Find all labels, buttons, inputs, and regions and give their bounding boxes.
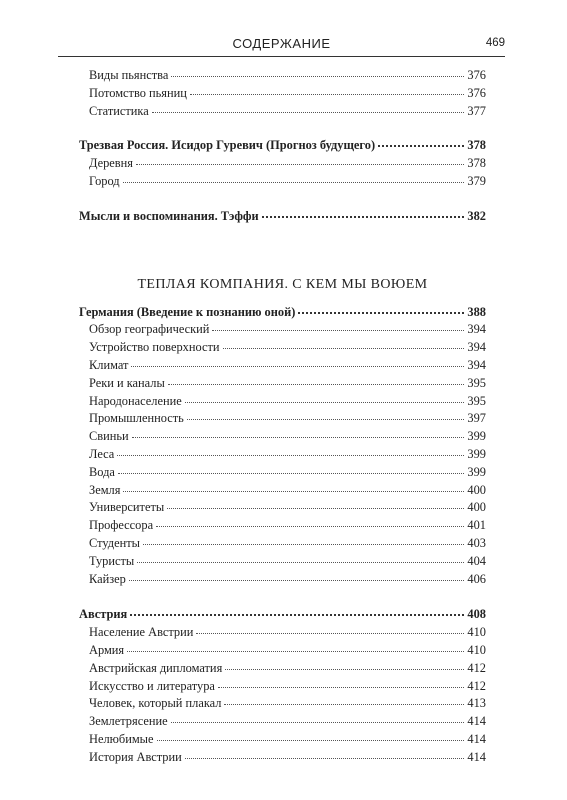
toc-group <box>79 68 486 121</box>
dot-leader <box>378 144 464 147</box>
toc-subentry[interactable] <box>79 429 486 447</box>
dot-leader <box>129 579 465 581</box>
group-spacer <box>79 121 486 138</box>
toc-subentry[interactable] <box>79 500 486 518</box>
dot-leader <box>117 454 464 456</box>
entry-page-number: 399 <box>467 446 486 461</box>
entry-title: История Австрии <box>89 749 182 764</box>
entry-title: Студенты <box>89 535 140 550</box>
dot-leader <box>157 739 465 741</box>
toc-subentry[interactable] <box>79 465 486 483</box>
toc-subentry[interactable] <box>79 68 486 86</box>
dot-leader <box>132 436 465 438</box>
entry-title: Профессора <box>89 518 154 533</box>
entry-page-number: 394 <box>467 357 486 372</box>
toc-group <box>79 305 486 590</box>
dot-leader <box>136 163 464 165</box>
dot-leader <box>223 347 465 349</box>
running-head <box>58 34 505 54</box>
toc-section-groups <box>79 305 486 768</box>
toc-group <box>79 607 486 767</box>
entry-title: Виды пьянства <box>89 68 169 82</box>
dot-leader <box>118 472 464 474</box>
entry-title: Устройство поверхности <box>89 340 220 355</box>
entry-title: Землетрясение <box>89 714 168 729</box>
entry-title: Австрийская дипломатия <box>89 660 223 675</box>
group-spacer <box>79 589 486 607</box>
toc-subentry[interactable] <box>79 104 486 122</box>
entry-page-number: 410 <box>467 625 486 640</box>
entry-page-number: 394 <box>467 322 486 337</box>
entry-page-number: 388 <box>467 304 486 319</box>
toc-chapter-entry[interactable] <box>79 138 486 156</box>
toc-subentry[interactable] <box>79 156 486 174</box>
dot-leader <box>262 215 465 218</box>
dot-leader <box>168 383 465 385</box>
dot-leader <box>224 703 464 705</box>
entry-title: Вода <box>89 464 115 479</box>
dot-leader <box>212 329 464 331</box>
entry-page-number: 382 <box>467 208 486 223</box>
entry-page-number: 376 <box>467 68 486 82</box>
table-of-contents <box>79 68 486 768</box>
toc-subentry[interactable] <box>79 394 486 412</box>
entry-page-number: 395 <box>467 375 486 390</box>
entry-page-number: 403 <box>467 535 486 550</box>
entry-page-number: 412 <box>467 660 486 675</box>
entry-title: Искусство и литература <box>89 678 215 693</box>
entry-page-number: 395 <box>467 393 486 408</box>
dot-leader <box>137 561 464 563</box>
entry-title: Деревня <box>89 156 133 171</box>
entry-page-number: 414 <box>467 714 486 729</box>
header-rule <box>58 56 505 57</box>
running-title: СОДЕРЖАНИЕ <box>232 36 331 51</box>
toc-subentry[interactable] <box>79 572 486 590</box>
dot-leader <box>152 111 465 113</box>
dot-leader <box>196 632 464 634</box>
dot-leader <box>131 365 464 367</box>
entry-page-number: 414 <box>467 731 486 746</box>
toc-group <box>79 209 486 227</box>
dot-leader <box>298 311 464 314</box>
toc-subentry[interactable] <box>79 411 486 429</box>
entry-title: Земля <box>89 482 121 497</box>
toc-subentry[interactable] <box>79 696 486 714</box>
toc-subentry[interactable] <box>79 750 486 768</box>
group-spacer <box>79 192 486 209</box>
toc-subentry[interactable] <box>79 322 486 340</box>
entry-title: Нелюбимые <box>89 731 154 746</box>
dot-leader <box>167 507 464 509</box>
entry-page-number: 412 <box>467 678 486 693</box>
entry-title: Обзор географический <box>89 322 210 337</box>
entry-title: Университеты <box>89 500 165 515</box>
dot-leader <box>156 525 464 527</box>
toc-subentry[interactable] <box>79 174 486 192</box>
dot-leader <box>187 418 465 420</box>
entry-title: Человек, который плакал <box>89 696 222 711</box>
entry-title: Климат <box>89 357 129 372</box>
entry-page-number: 399 <box>467 464 486 479</box>
entry-page-number: 379 <box>467 173 486 188</box>
toc-subentry[interactable] <box>79 732 486 750</box>
toc-chapter-entry[interactable] <box>79 607 486 625</box>
entry-page-number: 401 <box>467 518 486 533</box>
toc-subentry[interactable] <box>79 679 486 697</box>
dot-leader <box>123 490 464 492</box>
entry-title: Австрия <box>79 607 128 622</box>
entry-title: Город <box>89 173 120 188</box>
toc-subentry[interactable] <box>79 447 486 465</box>
dot-leader <box>185 401 465 403</box>
entry-page-number: 414 <box>467 749 486 764</box>
toc-subentry[interactable] <box>79 483 486 501</box>
entry-title: Промышленность <box>89 411 184 426</box>
entry-title: Мысли и воспоминания. Тэффи <box>79 208 259 223</box>
entry-title: Потомство пьяниц <box>89 85 187 100</box>
dot-leader <box>190 93 465 95</box>
toc-subentry[interactable] <box>79 358 486 376</box>
entry-page-number: 399 <box>467 429 486 444</box>
toc-subentry[interactable] <box>79 714 486 732</box>
entry-title: Народонаселение <box>89 393 182 408</box>
entry-page-number: 400 <box>467 482 486 497</box>
entry-page-number: 410 <box>467 642 486 657</box>
toc-subentry[interactable] <box>79 643 486 661</box>
entry-page-number: 377 <box>467 103 486 118</box>
dot-leader <box>185 757 465 759</box>
entry-title: Армия <box>89 642 125 657</box>
entry-page-number: 376 <box>467 85 486 100</box>
entry-page-number: 397 <box>467 411 486 426</box>
toc-subentry[interactable] <box>79 661 486 679</box>
toc-subentry[interactable] <box>79 86 486 104</box>
toc-upper-groups <box>79 68 486 227</box>
entry-page-number: 404 <box>467 553 486 568</box>
entry-title: Кайзер <box>89 571 126 586</box>
section-title: ТЕПЛАЯ КОМПАНИЯ. С КЕМ МЫ ВОЮЕМ <box>137 276 428 292</box>
toc-subentry[interactable] <box>79 536 486 554</box>
entry-page-number: 378 <box>467 156 486 171</box>
toc-subentry[interactable] <box>79 376 486 394</box>
entry-page-number: 406 <box>467 571 486 586</box>
toc-chapter-entry[interactable] <box>79 209 486 227</box>
entry-page-number: 394 <box>467 340 486 355</box>
toc-subentry[interactable] <box>79 625 486 643</box>
entry-title: Реки и каналы <box>89 375 165 390</box>
entry-title: Германия (Введение к познанию оной) <box>79 304 296 319</box>
toc-subentry[interactable] <box>79 554 486 572</box>
dot-leader <box>218 686 464 688</box>
entry-title: Леса <box>89 446 115 461</box>
entry-title: Туристы <box>89 553 135 568</box>
entry-page-number: 400 <box>467 500 486 515</box>
entry-title: Свиньи <box>89 429 129 444</box>
entry-page-number: 413 <box>467 696 486 711</box>
entry-page-number: 378 <box>467 138 486 153</box>
toc-chapter-entry[interactable] <box>79 305 486 323</box>
toc-subentry[interactable] <box>79 518 486 536</box>
dot-leader <box>123 181 465 183</box>
dot-leader <box>225 668 464 670</box>
entry-title: Население Австрии <box>89 625 194 640</box>
page-number: 469 <box>485 37 505 49</box>
dot-leader <box>171 721 465 723</box>
entry-title: Статистика <box>89 103 149 118</box>
entry-title: Трезвая Россия. Исидор Гуревич (Прогноз будущего) <box>79 138 376 153</box>
entry-page-number: 408 <box>467 607 486 622</box>
dot-leader <box>143 543 464 545</box>
dot-leader <box>127 650 464 652</box>
dot-leader <box>130 613 464 616</box>
dot-leader <box>171 75 464 77</box>
toc-subentry[interactable] <box>79 340 486 358</box>
toc-group <box>79 138 486 191</box>
